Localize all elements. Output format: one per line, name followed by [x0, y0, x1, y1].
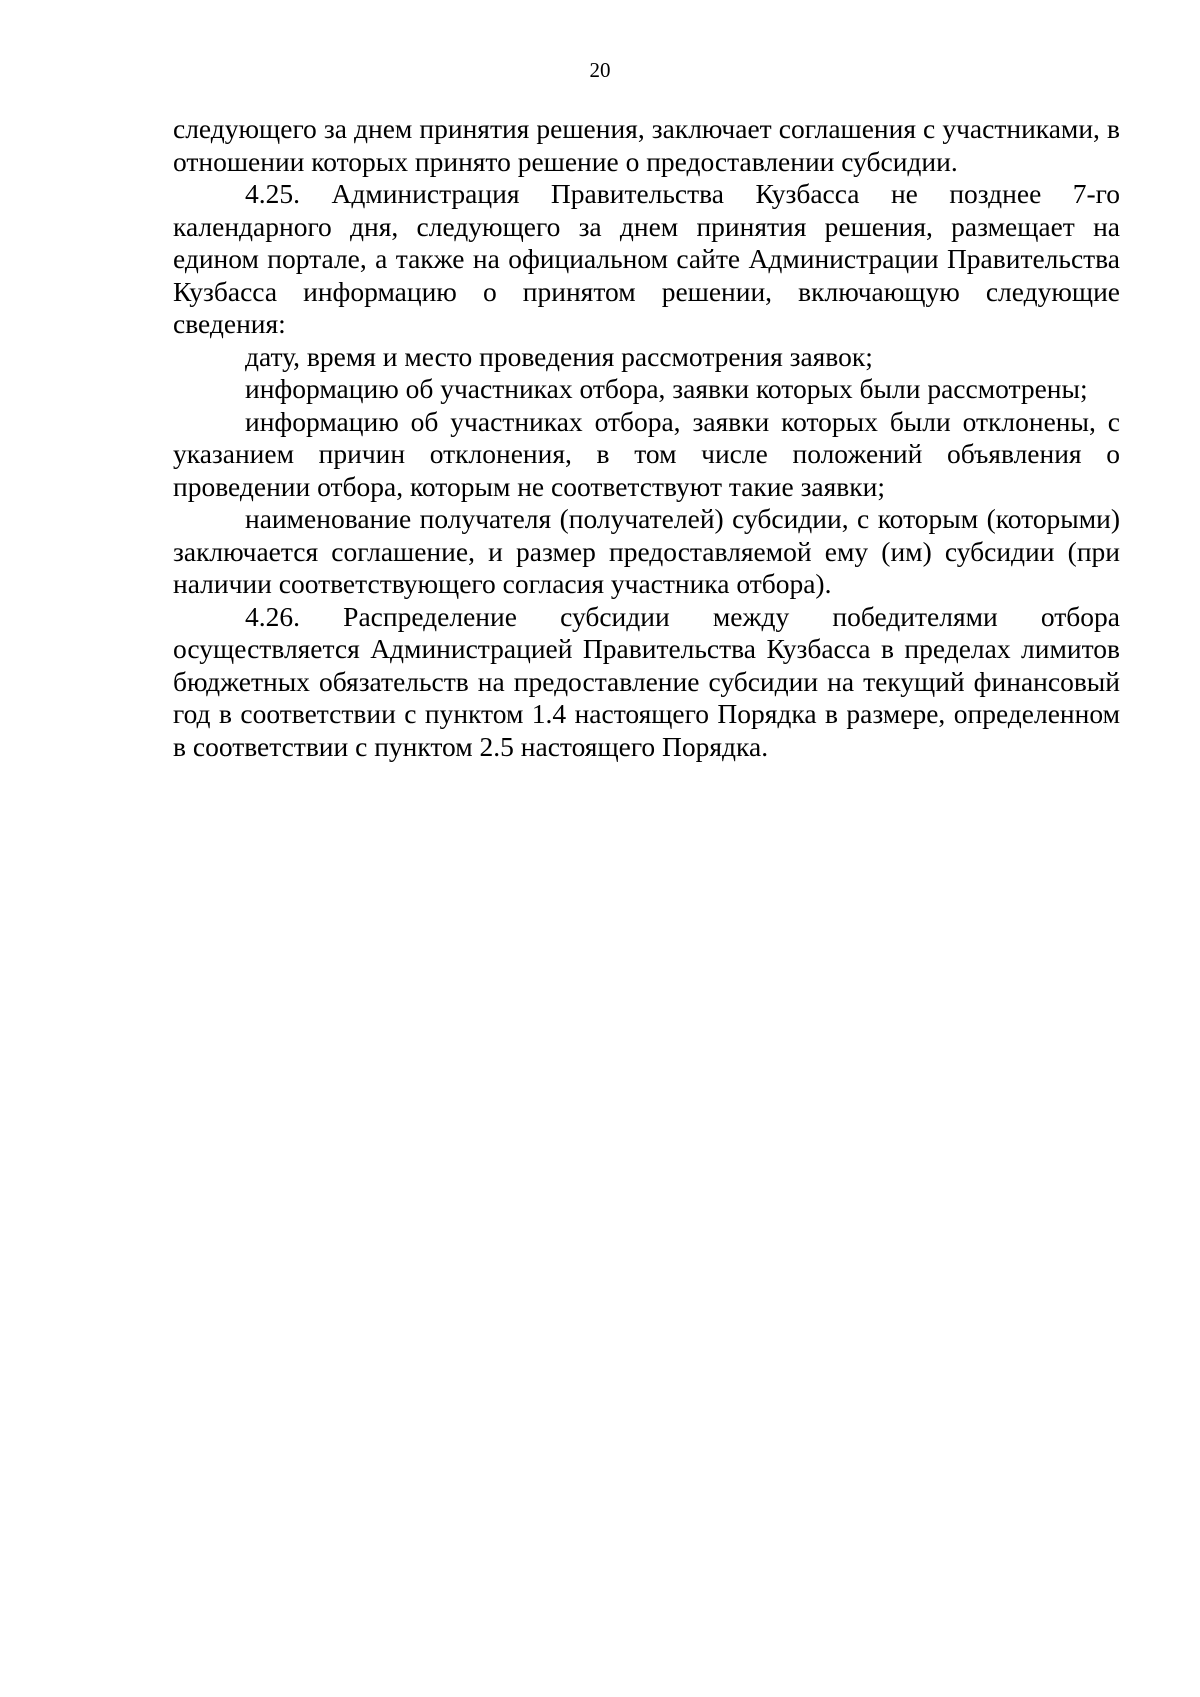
document-body: [173, 113, 1120, 763]
page-number: 20: [589, 58, 611, 82]
paragraph-4-25: 4.25. Администрация Правительства Кузбасса не позднее 7-го календарного дня, следующего за днем принятия решения, размещает на едином портале, а также на официальном сайте Администрации Правительства Кузбасса информацию о принятом решении, включающую следующие сведения:: [173, 178, 1120, 339]
list-item-rejected-participants: информацию об участниках отбора, заявки которых были отклонены, с указанием причин отклонения, в том числе положений объявления о проведении отбора, которым не соответствуют такие заявки;: [173, 405, 1120, 502]
paragraph-4-26: 4.26. Распределение субсидии между победителями отбора осуществляется Администрацией Правительства Кузбасса в пределах лимитов бюджетных обязательств на предоставление субсидии на текущий финансовый год в соответствии с пунктом 1.4 настоящего Порядка в размере, определенном в соответствии с пунктом 2.5 настоящего Порядка.: [173, 600, 1120, 762]
paragraph-continuation: следующего за днем принятия решения, заключает соглашения с участниками, в отношении которых принято решение о предоставлении субсидии.: [173, 113, 1120, 177]
list-item-date-time-place: дату, время и место проведения рассмотрения заявок;: [245, 340, 873, 372]
list-item-recipient-name: наименование получателя (получателей) субсидии, с которым (которыми) заключается соглашение, и размер предоставляемой ему (им) субсидии (при наличии соответствующего согласия участника отбора).: [173, 503, 1120, 599]
list-item-reviewed-participants: информацию об участниках отбора, заявки которых были рассмотрены;: [245, 373, 1088, 404]
